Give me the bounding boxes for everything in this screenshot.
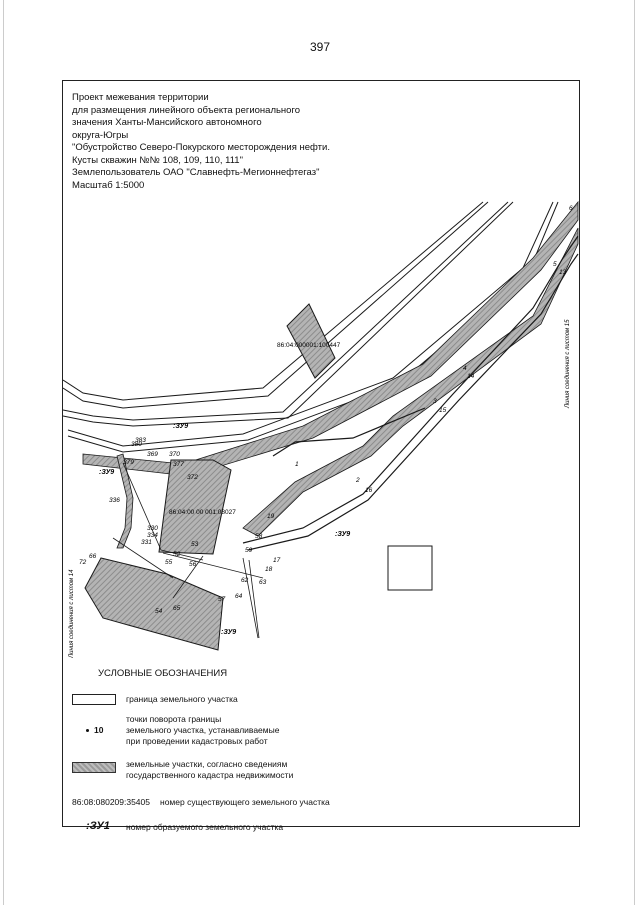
point-label: 2	[356, 477, 360, 484]
point-label: 52	[173, 551, 181, 558]
title-line: значения Ханты-Мансийского автономного	[72, 117, 262, 128]
point-label: 19	[267, 513, 275, 520]
title-line: для размещения линейного объекта регионального	[72, 104, 300, 116]
point-label: 62	[241, 577, 249, 584]
legend-boundary-label: граница земельного участка	[126, 694, 238, 704]
title-line: Масштаб 1:5000	[72, 179, 145, 191]
point-label: 53	[191, 541, 199, 548]
point-label: 63	[259, 579, 267, 586]
point-label: 4	[463, 365, 467, 372]
legend-heading: УСЛОВНЫЕ ОБОЗНАЧЕНИЯ	[98, 668, 228, 679]
cadastral-number: 86:04:00 00 001:08027	[169, 509, 236, 516]
point-label: 16	[365, 487, 373, 494]
point-label: 17	[273, 557, 281, 564]
point-label: 383	[135, 437, 146, 444]
point-label: 5	[553, 261, 557, 268]
point-label: 59	[245, 547, 253, 554]
legend-new-example: :ЗУ1	[86, 820, 110, 832]
page-number: 397	[309, 40, 331, 54]
point-label: 336	[109, 497, 120, 504]
point-label: 13	[559, 269, 567, 276]
title-line: Землепользователь ОАО "Славнефть-Мегионнефтегаз"	[72, 167, 320, 178]
point-label: 55	[165, 559, 173, 566]
point-label: 377	[173, 461, 184, 468]
sheet-link-label: Линия соединения с листом 15	[565, 319, 571, 408]
point-label: 66	[89, 553, 97, 560]
legend-existing-label: номер существующего земельного участка	[160, 797, 330, 807]
point-label: 54	[155, 608, 163, 615]
map-canvas	[63, 198, 579, 658]
parcel-label: :ЗУ9	[173, 423, 189, 430]
point-label: 72	[79, 559, 87, 566]
title-block	[72, 92, 402, 192]
point-label: 370	[169, 451, 180, 458]
parcel-label: :ЗУ9	[99, 469, 115, 476]
parcel-label: :ЗУ9	[221, 629, 237, 636]
turning-point-labels	[79, 205, 573, 615]
boundary-swatch	[72, 694, 116, 705]
cadastral-swatch	[72, 762, 116, 773]
point-label: 57	[218, 596, 226, 603]
point-label: 1	[295, 461, 299, 468]
point-label: 330	[147, 525, 158, 532]
sheet-link-label: Линия соединения с листом 14	[69, 569, 75, 658]
point-label: 334	[147, 532, 158, 539]
legend-new-label: номер образуемого земельного участка	[126, 822, 284, 832]
cadastral-map	[63, 198, 579, 658]
point-label: 369	[147, 451, 158, 458]
legend-cadastral-label: земельные участки, согласно сведениям государственного кадастра недвижимости	[126, 759, 294, 780]
point-label: 372	[187, 474, 198, 481]
legend-point-label: точки поворота границы земельного участка, устанавливаемые при проведении кадастровых работ	[126, 714, 280, 746]
title-line: округа-Югры	[72, 129, 129, 141]
point-label: 14	[467, 373, 475, 380]
turning-point-marker	[86, 729, 89, 732]
point-label: 15	[439, 407, 447, 414]
cadastral-number: 86:04:000001:100447	[277, 342, 341, 349]
pipeline-corridor-bands	[83, 202, 578, 548]
legend-existing-example: 86:08:080209:35405	[72, 797, 150, 807]
title-line: "Обустройство Северо-Покурского месторождения нефти.	[72, 142, 330, 153]
point-label: 3	[433, 398, 437, 405]
cadastral-parcels	[85, 304, 432, 650]
point-label: 380	[131, 441, 142, 448]
point-label: 379	[123, 459, 134, 466]
point-label: 331	[141, 539, 152, 546]
point-label: 65	[173, 605, 181, 612]
point-label: 6	[569, 205, 573, 212]
point-label: 64	[235, 593, 243, 600]
parcel-label: :ЗУ9	[335, 531, 351, 538]
point-label: 58	[255, 533, 263, 540]
scan-edge-right	[634, 0, 635, 905]
legend-point-example: 10	[94, 725, 104, 735]
point-label: 18	[265, 566, 273, 573]
point-label: 56	[189, 561, 197, 568]
title-line: Проект межевания территории	[72, 92, 209, 103]
title-line: Кусты скважин №№ 108, 109, 110, 111"	[72, 154, 243, 166]
scan-edge-left	[3, 0, 4, 905]
